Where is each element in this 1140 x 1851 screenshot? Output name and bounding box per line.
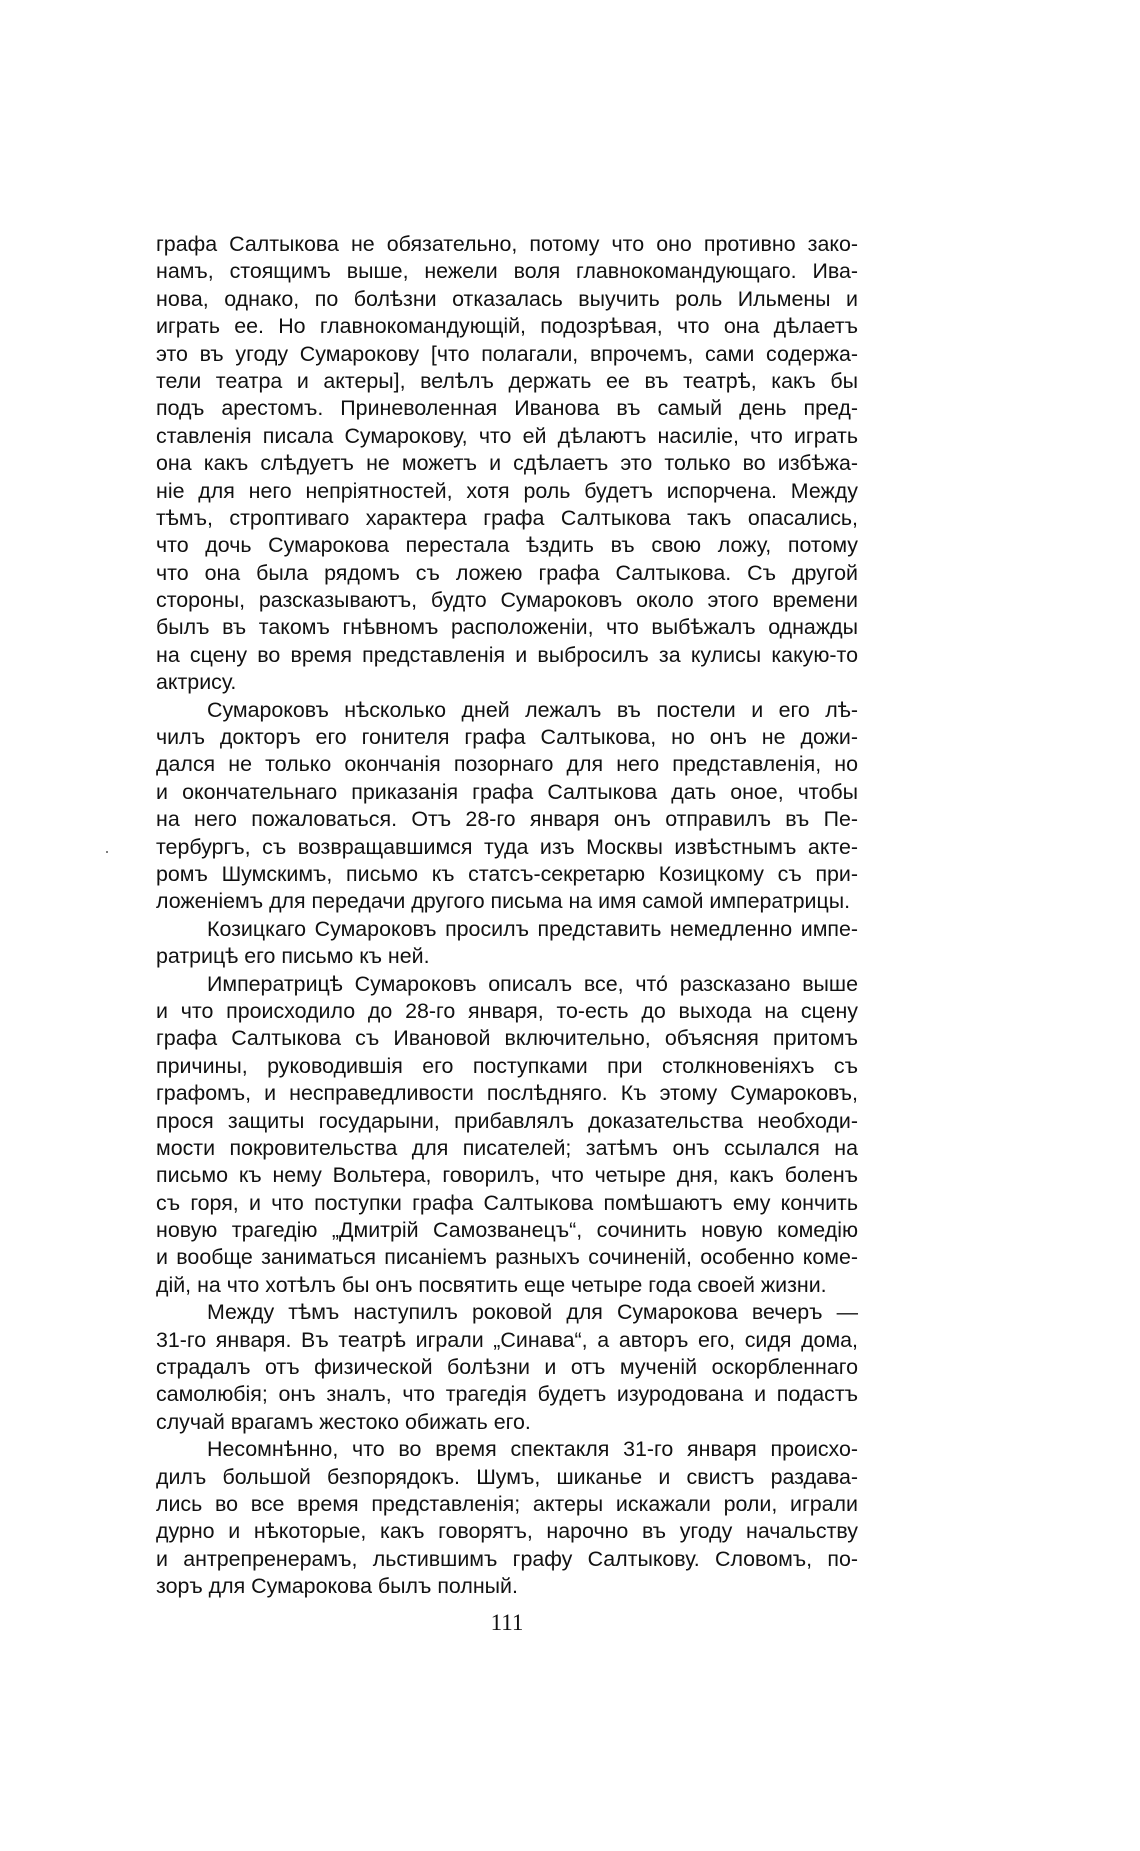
text-line: актрису. [156, 670, 237, 695]
text-line: Между тѣмъ наступилъ роковой для Сумарокова вечеръ — [207, 1300, 858, 1325]
text-line: новую трагедію „Дмитрій Самозванецъ“, сочинить новую комедію [156, 1218, 858, 1243]
text-line: что дочь Сумарокова перестала ѣздить въ свою ложу, потому [156, 533, 858, 558]
text-line: нова, однако, по болѣзни отказалась выучить роль Ильмены и [156, 286, 858, 311]
scan-speck [106, 851, 108, 853]
text-line: и окончательнаго приказанія графа Салтыкова дать оное, чтобы [156, 779, 858, 804]
text-line: Несомнѣнно, что во время спектакля 31-го января происхо- [207, 1437, 858, 1462]
text-line: намъ, стоящимъ выше, нежели воля главнокомандующаго. Ива- [156, 259, 858, 284]
text-line: и вообще заниматься писаніемъ разныхъ сочиненій, особенно коме- [156, 1245, 858, 1270]
text-line: чилъ докторъ его гонителя графа Салтыкова, но онъ не дожи- [156, 725, 858, 750]
text-line: Сумароковъ нѣсколько дней лежалъ въ постели и его лѣ- [207, 697, 858, 722]
paragraph [156, 697, 858, 916]
text-line: на сцену во время представленія и выбросилъ за кулисы какую-то [156, 642, 858, 667]
text-line: мости покровительства для писателей; затѣмъ онъ ссылался на [156, 1135, 858, 1160]
text-line: подъ арестомъ. Приневоленная Иванова въ самый день пред- [156, 396, 858, 421]
text-line: ставленія писала Сумарокову, что ей дѣлаютъ насиліе, что играть [156, 423, 858, 448]
paragraph [156, 231, 858, 697]
text-line: ратрицѣ его письмо къ ней. [156, 944, 430, 969]
text-line: что она была рядомъ съ ложею графа Салтыкова. Съ другой [156, 560, 858, 585]
text-line: на него пожаловаться. Отъ 28-го января онъ отправилъ въ Пе- [156, 807, 858, 832]
text-line: тербургъ, съ возвращавшимся туда изъ Москвы извѣстнымъ акте- [156, 834, 858, 859]
paragraph [156, 971, 858, 1300]
text-line: и антрепренерамъ, льстившимъ графу Салтыкову. Словомъ, по- [156, 1546, 858, 1571]
paragraph [156, 1436, 858, 1600]
text-line: дилъ большой безпорядокъ. Шумъ, шиканье и свистъ раздава- [156, 1464, 858, 1489]
text-line: зоръ для Сумарокова былъ полный. [156, 1574, 518, 1599]
text-line: прося защиты государыни, прибавлялъ доказательства необходи- [156, 1108, 858, 1133]
text-line: графомъ, и несправедливости послѣдняго. Къ этому Сумароковъ, [156, 1081, 858, 1106]
text-line: ніе для него непріятностей, хотя роль будетъ испорчена. Между [156, 478, 858, 503]
text-line: дій, на что хотѣлъ бы онъ посвятить еще четыре года своей жизни. [156, 1272, 827, 1297]
text-line: ложеніемъ для передачи другого письма на имя самой императрицы. [156, 889, 851, 914]
text-line: лись во все время представленія; актеры искажали роли, играли [156, 1491, 858, 1516]
text-line: графа Салтыкова съ Ивановой включительно, объясняя притомъ [156, 1026, 858, 1051]
text-line: случай врагамъ жестоко обижать его. [156, 1409, 531, 1434]
text-line: самолюбія; онъ зналъ, что трагедія будетъ изуродована и подастъ [156, 1382, 858, 1407]
text-line: былъ въ такомъ гнѣвномъ расположеніи, что выбѣжалъ однажды [156, 615, 858, 640]
text-line: это въ угоду Сумарокову [что полагали, впрочемъ, сами содержа- [156, 341, 858, 366]
text-line: причины, руководившія его поступками при столкновеніяхъ съ [156, 1053, 858, 1078]
body-text [156, 231, 858, 1601]
paragraph [156, 916, 858, 971]
text-line: Императрицѣ Сумароковъ описалъ все, что́ разсказано выше [207, 971, 858, 996]
text-line: страдалъ отъ физической болѣзни и отъ мученій оскорбленнаго [156, 1355, 858, 1380]
text-line: ромъ Шумскимъ, письмо къ статсъ-секретарю Козицкому съ при- [156, 861, 858, 886]
text-line: она какъ слѣдуетъ не можетъ и сдѣлаетъ это только во избѣжа- [156, 451, 858, 476]
text-line: играть ее. Но главнокомандующій, подозрѣвая, что она дѣлаетъ [156, 314, 858, 339]
text-line: съ горя, и что поступки графа Салтыкова помѣшаютъ ему кончить [156, 1190, 858, 1215]
text-line: 31-го января. Въ театрѣ играли „Синава“, а авторъ его, сидя дома, [156, 1327, 858, 1352]
page-number: 111 [490, 1610, 524, 1635]
text-line: письмо къ нему Вольтера, говорилъ, что четыре дня, какъ боленъ [156, 1163, 858, 1188]
text-line: тѣмъ, строптиваго характера графа Салтыкова такъ опасались, [156, 505, 858, 530]
paragraph [156, 1299, 858, 1436]
text-line: и что происходило до 28-го января, то-есть до выхода на сцену [156, 998, 858, 1023]
text-line: Козицкаго Сумароковъ просилъ представить немедленно импе- [207, 916, 858, 941]
text-line: графа Салтыкова не обязательно, потому что оно противно зако- [156, 232, 858, 256]
text-line: тели театра и актеры], велѣлъ держать ее въ театрѣ, какъ бы [156, 368, 858, 393]
text-line: дурно и нѣкоторые, какъ говорятъ, нарочно въ угоду начальству [156, 1519, 858, 1544]
text-line: стороны, разсказываютъ, будто Сумароковъ около этого времени [156, 588, 858, 613]
text-line: дался не только окончанія позорнаго для него представленія, но [156, 752, 858, 777]
